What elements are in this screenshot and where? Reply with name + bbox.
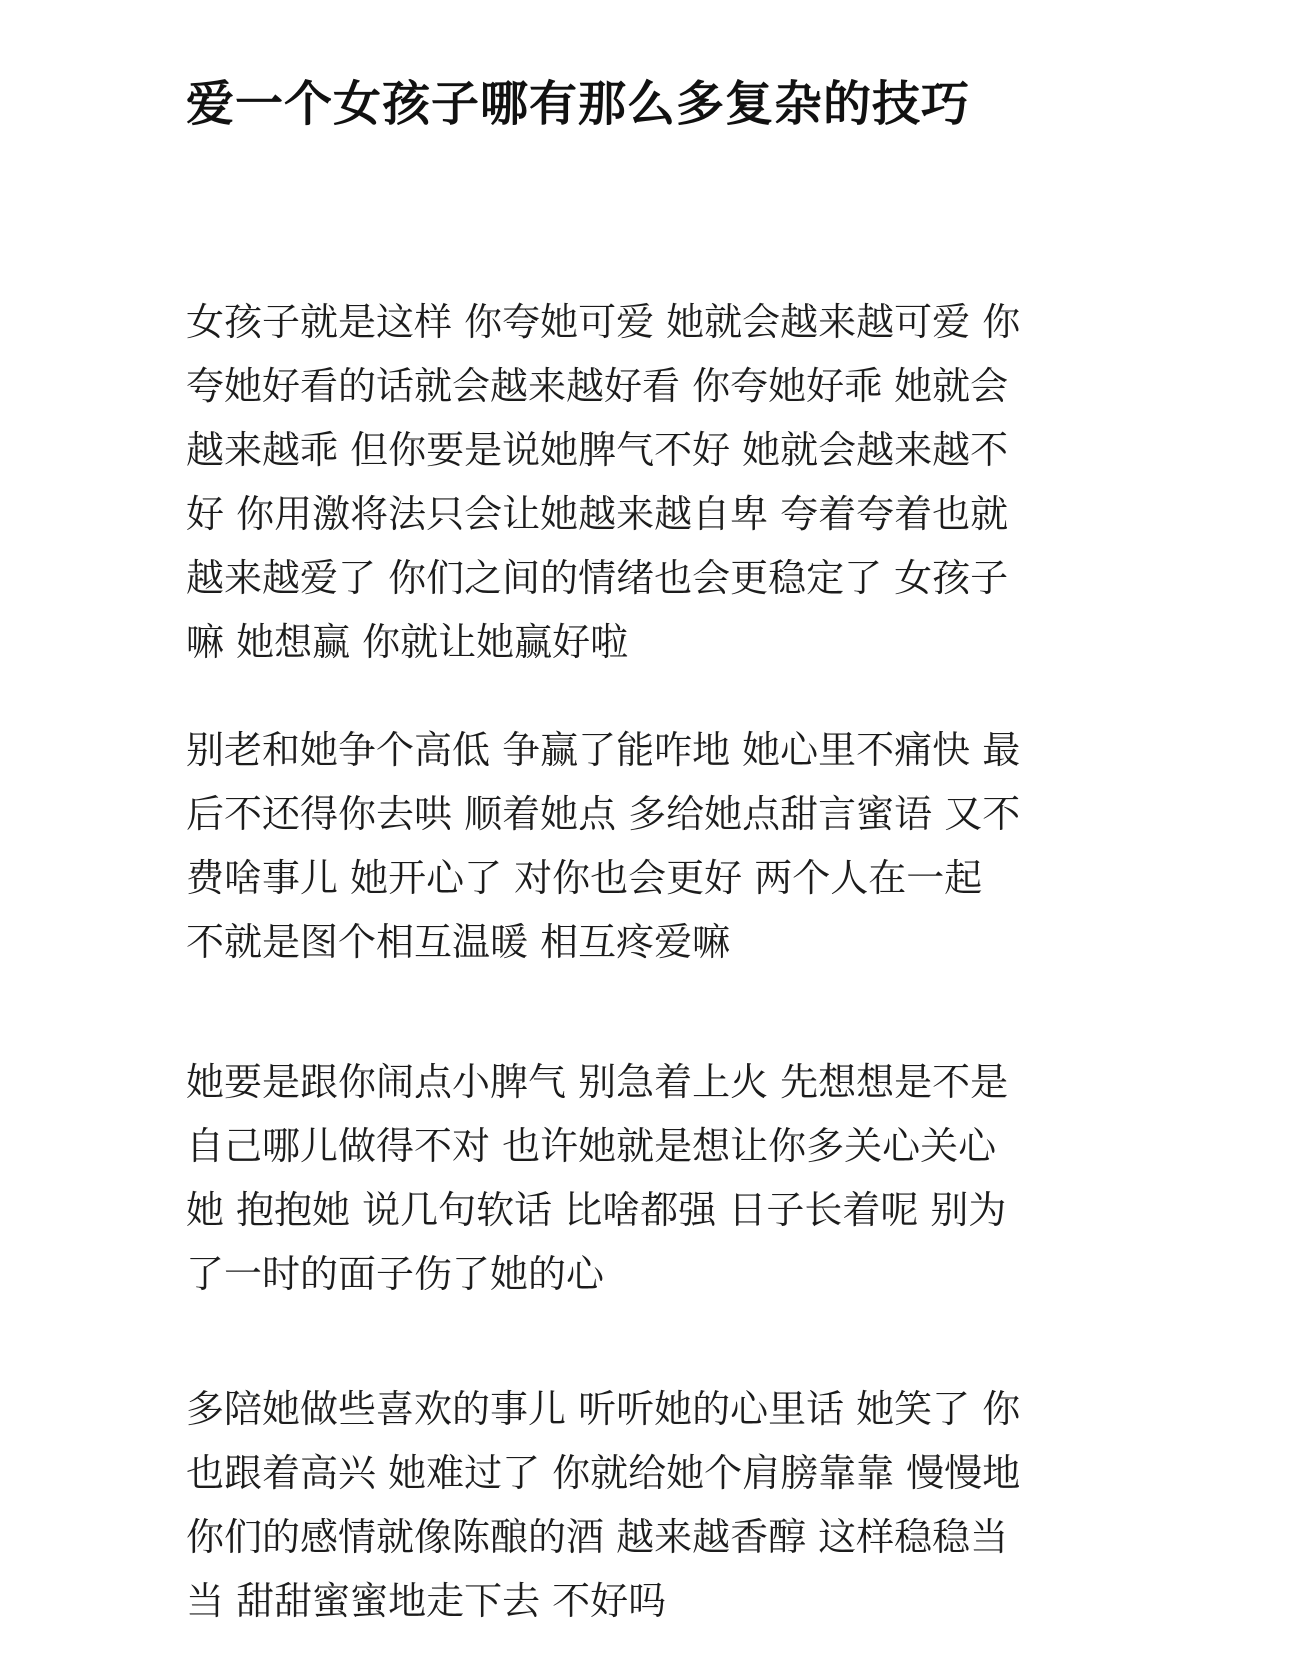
paragraph-line: 越来越乖 但你要是说她脾气不好 她就会越来越不 <box>186 428 1009 472</box>
paragraph-line: 你们的感情就像陈酿的酒 越来越香醇 这样稳稳当 <box>186 1515 1009 1559</box>
paragraph-line: 夸她好看的话就会越来越好看 你夸她好乖 她就会 <box>186 364 1009 408</box>
paragraph-line: 也跟着高兴 她难过了 你就给她个肩膀靠靠 慢慢地 <box>186 1451 1021 1495</box>
paragraph-3 <box>186 1050 1101 1306</box>
paragraph-line: 好 你用激将法只会让她越来越自卑 夸着夸着也就 <box>186 492 1009 536</box>
article-title: 爱一个女孩子哪有那么多复杂的技巧 <box>186 76 971 132</box>
paragraph-line: 她 抱抱她 说几句软话 比啥都强 日子长着呢 别为 <box>186 1188 1007 1232</box>
paragraph-line: 费啥事儿 她开心了 对你也会更好 两个人在一起 <box>186 856 983 900</box>
paragraph-line: 自己哪儿做得不对 也许她就是想让你多关心关心 <box>186 1124 997 1168</box>
paragraph-line: 嘛 她想赢 你就让她赢好啦 <box>186 620 629 664</box>
paragraph-line: 当 甜甜蜜蜜地走下去 不好吗 <box>186 1579 667 1623</box>
paragraph-line: 别老和她争个高低 争赢了能咋地 她心里不痛快 最 <box>186 728 1021 772</box>
paragraph-line: 后不还得你去哄 顺着她点 多给她点甜言蜜语 又不 <box>186 792 1021 836</box>
paragraph-line: 女孩子就是这样 你夸她可爱 她就会越来越可爱 你 <box>186 300 1021 344</box>
paragraph-line: 了一时的面子伤了她的心 <box>186 1252 605 1296</box>
paragraph-2 <box>186 718 1101 974</box>
paragraph-line: 越来越爱了 你们之间的情绪也会更稳定了 女孩子 <box>186 556 1009 600</box>
paragraph-line: 不就是图个相互温暖 相互疼爱嘛 <box>186 920 731 964</box>
paragraph-line: 多陪她做些喜欢的事儿 听听她的心里话 她笑了 你 <box>186 1387 1021 1431</box>
paragraph-line: 她要是跟你闹点小脾气 别急着上火 先想想是不是 <box>186 1060 1009 1104</box>
paragraph-4 <box>186 1377 1101 1633</box>
paragraph-1 <box>186 290 1101 674</box>
